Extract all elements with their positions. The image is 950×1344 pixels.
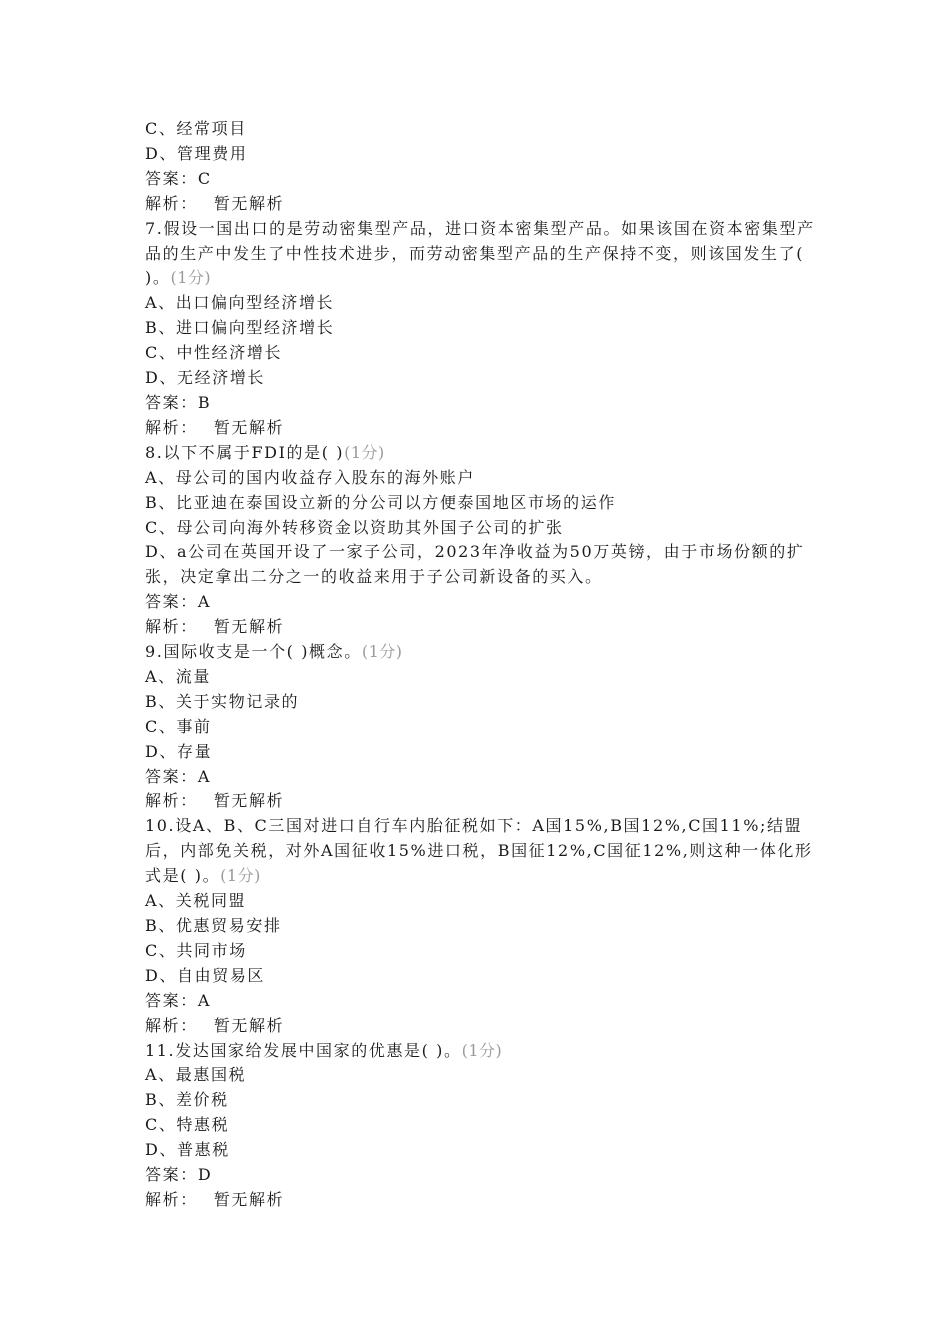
question-block-11 <box>145 1039 815 1213</box>
option: C、母公司向海外转移资金以资助其外国子公司的扩张 <box>145 517 564 537</box>
question-score: (1分) <box>344 442 385 462</box>
analysis-value: 暂无解析 <box>213 791 285 811</box>
option: B、比亚迪在泰国设立新的分公司以方便泰国地区市场的运作 <box>145 492 616 512</box>
analysis-line <box>145 416 815 441</box>
answer-label: 答案： <box>145 1165 198 1185</box>
question-score: (1分) <box>170 268 212 288</box>
analysis-label: 解析： <box>145 1015 198 1035</box>
option: C、经常项目 <box>145 119 247 138</box>
answer-label: 答案： <box>145 168 198 188</box>
question-text: 7.假设一国出口的是劳动密集型产品，进口资本密集型产品。如果该国在资本密集型产品的生产中发生了中性技术进步，而劳动密集型产品的生产保持不变，则该国发生了( )。 <box>145 218 815 288</box>
question-block-7 <box>145 217 815 441</box>
answer-value: B <box>197 392 212 412</box>
answer-value: C <box>197 168 212 188</box>
answer-line <box>145 391 815 416</box>
answer-line <box>145 989 815 1014</box>
question-stem <box>145 640 815 665</box>
answer-label: 答案： <box>145 392 198 412</box>
answer-value: D <box>197 1165 213 1185</box>
answer-label: 答案： <box>145 592 198 612</box>
analysis-label: 解析： <box>145 417 198 437</box>
question-text: 9.国际收支是一个( )概念。 <box>145 642 362 662</box>
option: B、优惠贸易安排 <box>145 916 282 935</box>
option: A、关税同盟 <box>145 891 247 911</box>
question-block-6-tail <box>145 117 815 217</box>
option: D、管理费用 <box>145 143 248 163</box>
option: D、存量 <box>145 741 213 761</box>
option: A、出口偏向型经济增长 <box>145 293 335 313</box>
answer-label: 答案： <box>145 990 198 1010</box>
analysis-value: 暂无解析 <box>213 417 285 437</box>
question-block-9 <box>145 640 815 814</box>
question-stem <box>145 217 815 292</box>
question-stem <box>145 1039 815 1064</box>
analysis-value: 暂无解析 <box>213 617 285 637</box>
option: C、事前 <box>145 716 212 736</box>
question-stem <box>145 441 815 466</box>
option: A、母公司的国内收益存入股东的海外账户 <box>145 467 475 487</box>
question-text: 11.发达国家给发展中国家的优惠是( )。 <box>145 1040 462 1060</box>
answer-line <box>145 167 815 192</box>
option: D、自由贸易区 <box>145 965 266 985</box>
analysis-label: 解析： <box>145 617 198 637</box>
answer-line <box>145 590 815 615</box>
option: B、差价税 <box>145 1090 229 1110</box>
answer-value: A <box>197 592 211 612</box>
analysis-label: 解析： <box>145 791 198 811</box>
analysis-value: 暂无解析 <box>213 1015 285 1035</box>
option: A、流量 <box>145 666 211 686</box>
option: B、关于实物记录的 <box>145 691 300 711</box>
option: D、无经济增长 <box>145 368 266 388</box>
question-stem <box>145 814 815 889</box>
analysis-line <box>145 789 815 814</box>
analysis-value: 暂无解析 <box>213 1189 285 1209</box>
answer-line <box>145 765 815 790</box>
question-block-10 <box>145 814 815 1038</box>
question-score: (1分) <box>361 642 403 662</box>
option: C、中性经济增长 <box>145 343 283 363</box>
option: D、普惠税 <box>145 1140 230 1160</box>
question-text: 8.以下不属于FDI的是( ) <box>145 442 345 462</box>
answer-value: A <box>197 766 211 786</box>
analysis-line <box>145 1188 815 1213</box>
option: C、特惠税 <box>145 1115 230 1135</box>
analysis-value: 暂无解析 <box>213 193 285 213</box>
option: D、a公司在英国开设了一家子公司，2023年净收益为50万英镑，由于市场份额的扩张，决定拿出二分之一的收益来用于子公司新设备的买入。 <box>145 542 805 587</box>
analysis-label: 解析： <box>145 1189 198 1209</box>
question-score: (1分) <box>220 866 261 886</box>
option: C、共同市场 <box>145 940 247 960</box>
question-score: (1分) <box>461 1040 503 1060</box>
answer-line <box>145 1163 815 1188</box>
answer-label: 答案： <box>145 766 198 786</box>
question-block-8 <box>145 441 815 640</box>
question-text: 10.设A、B、C三国对进口自行车内胎征税如下：A国15%,B国12%,C国11%;结盟后，内部免关税，对外A国征收15%进口税，B国征12%,C国征12%,则这种一体化形式是( )。 <box>145 816 813 886</box>
analysis-label: 解析： <box>145 193 198 213</box>
analysis-line <box>145 192 815 217</box>
document-body <box>145 117 815 1213</box>
option: A、最惠国税 <box>145 1065 247 1085</box>
analysis-line <box>145 615 815 640</box>
analysis-line <box>145 1014 815 1039</box>
option: B、进口偏向型经济增长 <box>145 318 335 338</box>
answer-value: A <box>197 990 211 1010</box>
